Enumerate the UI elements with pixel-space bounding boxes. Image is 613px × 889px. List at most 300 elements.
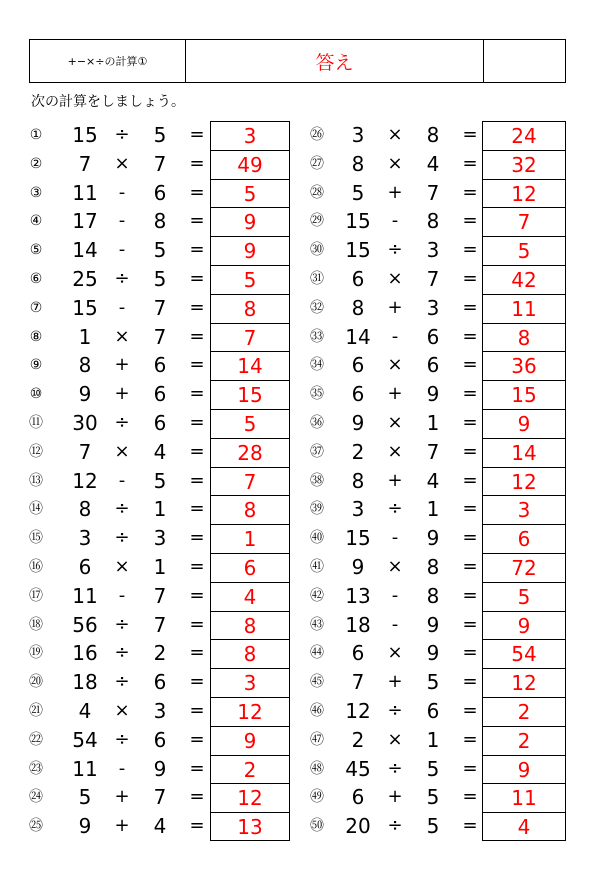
equals-sign: = <box>462 786 478 808</box>
operator: × <box>387 556 403 577</box>
equals-sign: = <box>462 757 478 779</box>
equals-sign: = <box>189 728 205 750</box>
operand-b: 5 <box>153 267 167 291</box>
problem-number: ⑪ <box>29 415 43 431</box>
problem-number: ㉚ <box>310 242 324 259</box>
operand-b: 7 <box>426 439 440 464</box>
operator: - <box>391 527 399 549</box>
operand-a: 15 <box>72 123 98 147</box>
problem-number: ⑬ <box>29 472 43 489</box>
equals-sign: = <box>189 498 205 520</box>
operand-b: 1 <box>426 727 440 752</box>
problem-number: ㉖ <box>310 127 324 143</box>
equals-sign: = <box>189 152 205 174</box>
operand-a: 3 <box>351 123 365 147</box>
equals-sign: = <box>462 296 478 318</box>
operator: - <box>118 239 126 261</box>
answer-box: 15 <box>210 380 290 409</box>
equals-sign: = <box>462 700 478 721</box>
operator: × <box>114 325 130 347</box>
problem-row <box>0 467 613 495</box>
operand-b: 8 <box>426 209 440 234</box>
problem-number: ㊼ <box>310 731 324 748</box>
operator: - <box>391 210 399 232</box>
equals-sign: = <box>189 354 205 376</box>
answer-box: 11 <box>482 294 566 323</box>
answer-box: 42 <box>482 265 566 294</box>
equals-sign: = <box>189 757 205 779</box>
operand-b: 9 <box>426 612 440 637</box>
equals-sign: = <box>462 469 478 491</box>
operand-a: 8 <box>351 468 365 493</box>
problem-row <box>0 438 613 466</box>
problem-number: ① <box>29 127 43 143</box>
operator: + <box>114 786 130 808</box>
problem-number: ㉛ <box>310 271 324 287</box>
equals-sign: = <box>189 786 205 808</box>
problem-row <box>0 121 613 149</box>
problem-row <box>0 582 613 610</box>
operand-a: 2 <box>351 727 365 752</box>
operand-a: 15 <box>72 295 98 320</box>
equals-sign: = <box>189 671 205 693</box>
operand-b: 5 <box>426 814 440 839</box>
problem-row <box>0 755 613 783</box>
answer-box: 3 <box>482 495 566 524</box>
operator: - <box>118 296 126 318</box>
operator: × <box>114 700 130 721</box>
problem-row <box>0 697 613 725</box>
answer-box: 7 <box>210 467 290 496</box>
answer-box: 1 <box>210 524 290 553</box>
answer-box: 3 <box>210 121 290 150</box>
answer-box: 8 <box>210 639 290 668</box>
problem-number: ㉜ <box>310 299 324 316</box>
problem-number: ㊺ <box>310 674 324 691</box>
operator: × <box>387 642 403 664</box>
operand-a: 11 <box>72 756 98 781</box>
operand-b: 4 <box>153 439 167 464</box>
equals-sign: = <box>462 268 478 289</box>
operator: × <box>114 556 130 577</box>
answer-box: 8 <box>210 294 290 323</box>
operator: ÷ <box>387 239 403 261</box>
operand-a: 4 <box>78 699 92 723</box>
problem-number: ㊻ <box>310 703 324 719</box>
operator: + <box>387 181 403 203</box>
equals-sign: = <box>189 210 205 232</box>
problem-number: ㊲ <box>310 443 324 460</box>
problem-number: ④ <box>29 213 43 230</box>
operand-b: 3 <box>426 295 440 320</box>
problem-number: ㊴ <box>310 501 324 518</box>
equals-sign: = <box>189 469 205 491</box>
problem-number: ⑥ <box>29 271 43 287</box>
problem-number: ⑦ <box>29 299 43 316</box>
operand-b: 3 <box>153 699 167 723</box>
operator: + <box>114 815 130 837</box>
problem-row <box>0 524 613 552</box>
operand-b: 9 <box>426 641 440 666</box>
operand-a: 25 <box>72 267 98 291</box>
equals-sign: = <box>189 815 205 837</box>
equals-sign: = <box>462 642 478 664</box>
operand-a: 20 <box>345 814 371 839</box>
answer-box: 2 <box>482 726 566 755</box>
operator: ÷ <box>114 498 130 520</box>
problem-number: ㉗ <box>310 155 324 172</box>
answer-box: 9 <box>482 409 566 438</box>
answer-box: 13 <box>210 812 290 841</box>
problem-number: ㉘ <box>310 184 324 201</box>
equals-sign: = <box>462 584 478 606</box>
operand-b: 7 <box>153 583 167 608</box>
answer-box: 3 <box>210 668 290 697</box>
operator: × <box>387 124 403 145</box>
operator: ÷ <box>114 124 130 145</box>
operator: + <box>114 383 130 405</box>
problem-number: ㊵ <box>310 530 324 547</box>
operand-b: 7 <box>153 612 167 637</box>
answer-box: 2 <box>482 697 566 726</box>
problem-number: ㊸ <box>310 616 324 633</box>
problem-number: ㉙ <box>310 213 324 230</box>
answer-box: 8 <box>210 611 290 640</box>
operand-a: 6 <box>351 382 365 407</box>
equals-sign: = <box>462 239 478 261</box>
problem-row <box>0 812 613 840</box>
problem-row <box>0 495 613 523</box>
answer-box: 9 <box>482 611 566 640</box>
answer-box: 7 <box>482 207 566 236</box>
operand-a: 3 <box>78 526 92 551</box>
operand-a: 14 <box>345 324 371 349</box>
equals-sign: = <box>462 613 478 635</box>
operand-b: 6 <box>153 180 167 205</box>
problem-row <box>0 783 613 811</box>
operand-a: 5 <box>78 785 92 810</box>
problem-row <box>0 207 613 235</box>
problem-number: ⑳ <box>29 674 43 691</box>
operand-b: 7 <box>153 785 167 810</box>
operator: ÷ <box>387 757 403 779</box>
answer-box: 14 <box>482 438 566 467</box>
answer-box: 72 <box>482 553 566 582</box>
problem-row <box>0 323 613 351</box>
equals-sign: = <box>189 556 205 577</box>
answer-box: 9 <box>210 236 290 265</box>
problem-number: ⑮ <box>29 530 43 547</box>
operator: ÷ <box>387 815 403 837</box>
problem-row <box>0 265 613 293</box>
answer-box: 54 <box>482 639 566 668</box>
operator: + <box>114 354 130 376</box>
operator: + <box>387 469 403 491</box>
operand-b: 3 <box>426 238 440 263</box>
operator: ÷ <box>114 527 130 549</box>
problem-number: ㊷ <box>310 587 324 604</box>
equals-sign: = <box>462 728 478 750</box>
operator: ÷ <box>114 412 130 433</box>
answer-box: 12 <box>210 697 290 726</box>
operator: ÷ <box>114 728 130 750</box>
operator: + <box>387 786 403 808</box>
equals-sign: = <box>189 181 205 203</box>
problem-row <box>0 351 613 379</box>
operand-b: 5 <box>153 468 167 493</box>
problem-number: ㉔ <box>29 789 43 806</box>
equals-sign: = <box>462 815 478 837</box>
operand-b: 7 <box>153 151 167 176</box>
operand-b: 8 <box>426 555 440 579</box>
problem-number: ㉝ <box>310 328 324 345</box>
equals-sign: = <box>462 440 478 462</box>
problem-number: ② <box>29 155 43 172</box>
operand-b: 1 <box>426 497 440 522</box>
operand-b: 5 <box>426 785 440 810</box>
problem-row <box>0 726 613 754</box>
operand-b: 4 <box>426 151 440 176</box>
operator: × <box>387 152 403 174</box>
equals-sign: = <box>189 613 205 635</box>
problem-number: ⑯ <box>29 559 43 575</box>
equals-sign: = <box>189 700 205 721</box>
problem-number: ㉑ <box>29 703 43 719</box>
operand-a: 6 <box>351 267 365 291</box>
equals-sign: = <box>462 671 478 693</box>
operand-b: 8 <box>153 209 167 234</box>
equals-sign: = <box>462 152 478 174</box>
answer-box: 12 <box>210 783 290 812</box>
operator: ÷ <box>114 268 130 289</box>
problem-row <box>0 150 613 178</box>
problem-row <box>0 639 613 667</box>
answer-box: 6 <box>482 524 566 553</box>
operand-b: 8 <box>426 123 440 147</box>
equals-sign: = <box>189 383 205 405</box>
problem-number: ㊶ <box>310 559 324 575</box>
operator: - <box>118 757 126 779</box>
operand-b: 1 <box>153 497 167 522</box>
problem-row <box>0 380 613 408</box>
equals-sign: = <box>462 325 478 347</box>
answer-box: 24 <box>482 121 566 150</box>
operator: - <box>118 469 126 491</box>
problem-row <box>0 668 613 696</box>
operand-a: 8 <box>78 497 92 522</box>
operator: - <box>391 325 399 347</box>
answer-key-label: 答え <box>186 40 484 82</box>
equals-sign: = <box>462 124 478 145</box>
operand-a: 9 <box>78 814 92 839</box>
equals-sign: = <box>462 556 478 577</box>
operand-a: 8 <box>78 353 92 378</box>
operand-b: 5 <box>153 238 167 263</box>
operand-a: 30 <box>72 411 98 435</box>
problem-number: ⑩ <box>29 386 43 403</box>
equals-sign: = <box>189 527 205 549</box>
operand-a: 6 <box>351 785 365 810</box>
answer-box: 5 <box>210 409 290 438</box>
operand-a: 12 <box>345 699 371 723</box>
operand-b: 6 <box>153 670 167 695</box>
problem-number: ㊹ <box>310 645 324 662</box>
operand-b: 5 <box>426 670 440 695</box>
answer-box: 5 <box>482 236 566 265</box>
answer-box: 28 <box>210 438 290 467</box>
equals-sign: = <box>189 412 205 433</box>
answer-box: 4 <box>210 582 290 611</box>
equals-sign: = <box>189 642 205 664</box>
problem-number: ⑧ <box>29 328 43 345</box>
operand-a: 9 <box>351 411 365 435</box>
equals-sign: = <box>462 498 478 520</box>
problem-number: ⑤ <box>29 242 43 259</box>
operand-a: 5 <box>351 180 365 205</box>
operand-b: 7 <box>426 267 440 291</box>
worksheet-title: +−×÷の計算① <box>30 40 186 82</box>
operator: × <box>387 354 403 376</box>
answer-box: 32 <box>482 150 566 179</box>
answer-box: 7 <box>210 323 290 352</box>
problem-number: ㊳ <box>310 472 324 489</box>
problem-row <box>0 179 613 207</box>
equals-sign: = <box>189 239 205 261</box>
operator: × <box>387 728 403 750</box>
operand-b: 1 <box>153 555 167 579</box>
operand-a: 11 <box>72 583 98 608</box>
answer-box: 2 <box>210 755 290 784</box>
equals-sign: = <box>462 527 478 549</box>
operand-b: 7 <box>426 180 440 205</box>
operand-b: 8 <box>426 583 440 608</box>
instructions: 次の計算をしましょう。 <box>31 94 185 110</box>
problem-number: ⑨ <box>29 357 43 374</box>
equals-sign: = <box>189 584 205 606</box>
operand-a: 13 <box>345 583 371 608</box>
equals-sign: = <box>462 210 478 232</box>
equals-sign: = <box>189 296 205 318</box>
operand-a: 45 <box>345 756 371 781</box>
operator: ÷ <box>114 671 130 693</box>
answer-box: 12 <box>482 668 566 697</box>
answer-box: 9 <box>210 207 290 236</box>
problem-number: ㊾ <box>310 789 324 806</box>
operand-a: 6 <box>351 641 365 666</box>
problem-row <box>0 553 613 581</box>
problem-number: ⑭ <box>29 501 43 518</box>
operator: × <box>387 440 403 462</box>
operand-a: 11 <box>72 180 98 205</box>
problem-number: ㉒ <box>29 731 43 748</box>
operator: × <box>114 440 130 462</box>
operator: ÷ <box>387 498 403 520</box>
answer-box: 15 <box>482 380 566 409</box>
operator: × <box>114 152 130 174</box>
problem-number: ⑰ <box>29 587 43 604</box>
operator: × <box>387 412 403 433</box>
operator: - <box>118 210 126 232</box>
operand-b: 6 <box>426 699 440 723</box>
operator: - <box>391 584 399 606</box>
operand-b: 6 <box>426 324 440 349</box>
operand-b: 6 <box>153 411 167 435</box>
problem-number: ㉓ <box>29 760 43 777</box>
operand-a: 8 <box>351 295 365 320</box>
answer-box: 12 <box>482 179 566 208</box>
problem-number: ㉞ <box>310 357 324 374</box>
operator: + <box>387 671 403 693</box>
equals-sign: = <box>462 354 478 376</box>
problem-row <box>0 236 613 264</box>
operand-a: 16 <box>72 641 98 666</box>
operand-b: 6 <box>153 382 167 407</box>
operand-a: 14 <box>72 238 98 263</box>
operand-b: 9 <box>426 382 440 407</box>
operand-b: 5 <box>153 123 167 147</box>
operand-a: 17 <box>72 209 98 234</box>
operand-a: 18 <box>345 612 371 637</box>
answer-box: 5 <box>210 179 290 208</box>
equals-sign: = <box>462 383 478 405</box>
operator: ÷ <box>114 642 130 664</box>
operand-b: 6 <box>153 353 167 378</box>
operator: + <box>387 383 403 405</box>
operand-a: 7 <box>78 439 92 464</box>
operand-b: 2 <box>153 641 167 666</box>
operand-a: 7 <box>351 670 365 695</box>
problem-number: ⑱ <box>29 616 43 633</box>
operand-a: 7 <box>78 151 92 176</box>
operand-a: 8 <box>351 151 365 176</box>
equals-sign: = <box>462 412 478 433</box>
operand-b: 4 <box>153 814 167 839</box>
problem-number: ㊽ <box>310 760 324 777</box>
operator: ÷ <box>387 700 403 721</box>
answer-box: 12 <box>482 467 566 496</box>
problem-row <box>0 409 613 437</box>
problem-number: ⑲ <box>29 645 43 662</box>
operand-a: 56 <box>72 612 98 637</box>
operand-a: 15 <box>345 526 371 551</box>
problem-number: ⑫ <box>29 443 43 460</box>
operand-a: 54 <box>72 727 98 752</box>
operand-a: 6 <box>351 353 365 378</box>
operand-b: 4 <box>426 468 440 493</box>
problem-number: ③ <box>29 184 43 201</box>
operand-b: 3 <box>153 526 167 551</box>
operator: - <box>118 181 126 203</box>
answer-box: 9 <box>210 726 290 755</box>
operand-b: 7 <box>153 324 167 349</box>
answer-box: 9 <box>482 755 566 784</box>
operand-b: 5 <box>426 756 440 781</box>
operand-a: 9 <box>351 555 365 579</box>
operand-b: 6 <box>153 727 167 752</box>
operand-a: 3 <box>351 497 365 522</box>
operand-a: 6 <box>78 555 92 579</box>
operand-a: 18 <box>72 670 98 695</box>
answer-box: 49 <box>210 150 290 179</box>
operand-a: 2 <box>351 439 365 464</box>
operand-a: 9 <box>78 382 92 407</box>
answer-box: 8 <box>482 323 566 352</box>
operand-b: 1 <box>426 411 440 435</box>
operand-a: 15 <box>345 238 371 263</box>
equals-sign: = <box>189 124 205 145</box>
operator: + <box>387 296 403 318</box>
operator: × <box>387 268 403 289</box>
